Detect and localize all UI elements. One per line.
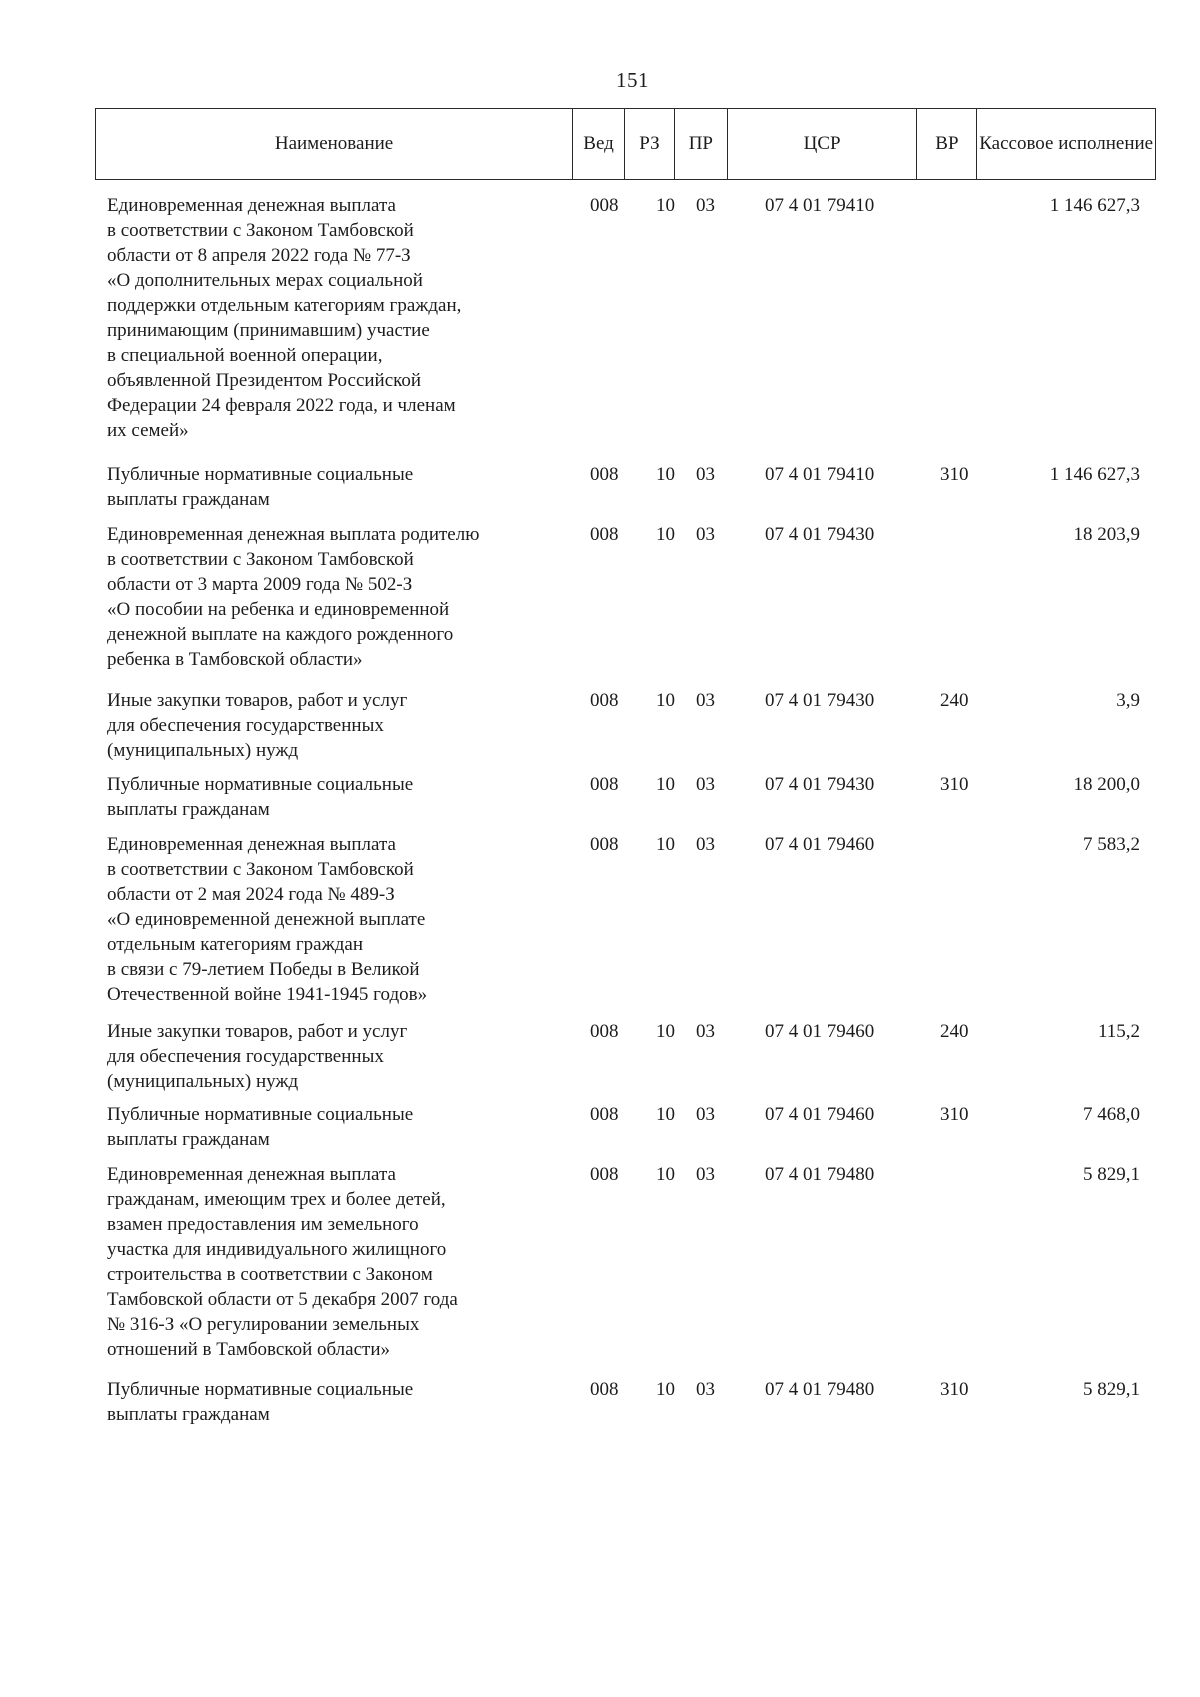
row-ved: 008 <box>590 1164 619 1185</box>
row-vr: 310 <box>940 1379 969 1400</box>
row-csr: 07 4 01 79460 <box>765 1021 875 1042</box>
row-sum: 1 146 627,3 <box>1049 464 1140 485</box>
row-csr: 07 4 01 79480 <box>765 1164 875 1185</box>
row-csr: 07 4 01 79460 <box>765 834 875 855</box>
row-csr: 07 4 01 79430 <box>765 774 875 795</box>
row-rz: 10 <box>656 1104 675 1125</box>
row-vr: 240 <box>940 690 969 711</box>
row-rz: 10 <box>656 524 675 545</box>
row-ved: 008 <box>590 1021 619 1042</box>
row-pr: 03 <box>696 834 715 855</box>
row-pr: 03 <box>696 1104 715 1125</box>
header-name: Наименование <box>96 109 573 179</box>
row-name: Единовременная денежная выплата в соответствии с Законом Тамбовской области от 2 мая 2024 года № 489-З «О единовременной денежной выплате отдельным категориям граждан в связи с 79-летием Победы в Великой Отечественной войне 1941-1945 годов» <box>107 834 428 1005</box>
row-ved: 008 <box>590 774 619 795</box>
row-csr: 07 4 01 79410 <box>765 195 875 216</box>
page-number: 151 <box>616 68 649 92</box>
row-csr: 07 4 01 79430 <box>765 690 875 711</box>
row-pr: 03 <box>696 195 715 216</box>
header-pr: ПР <box>675 109 728 179</box>
row-sum: 115,2 <box>1097 1021 1140 1042</box>
table-header <box>95 108 1156 180</box>
row-ved: 008 <box>590 690 619 711</box>
row-ved: 008 <box>590 524 619 545</box>
row-sum: 1 146 627,3 <box>1049 195 1140 216</box>
row-name: Публичные нормативные социальные выплаты гражданам <box>107 464 414 510</box>
row-pr: 03 <box>696 774 715 795</box>
header-ved: Вед <box>573 109 625 179</box>
row-vr: 310 <box>940 464 969 485</box>
row-rz: 10 <box>656 464 675 485</box>
row-sum: 7 468,0 <box>1083 1104 1140 1125</box>
row-rz: 10 <box>656 1021 675 1042</box>
row-name: Публичные нормативные социальные выплаты гражданам <box>107 1104 414 1150</box>
row-rz: 10 <box>656 690 675 711</box>
row-name: Иные закупки товаров, работ и услуг для обеспечения государственных (муниципальных) нужд <box>107 1021 408 1092</box>
row-pr: 03 <box>696 464 715 485</box>
header-kassovoe-ispolnenie: Кассовое исполнение <box>979 133 1154 155</box>
row-rz: 10 <box>656 1164 675 1185</box>
row-sum: 7 583,2 <box>1083 834 1140 855</box>
row-pr: 03 <box>696 1021 715 1042</box>
row-ved: 008 <box>590 195 619 216</box>
row-pr: 03 <box>696 524 715 545</box>
row-name: Иные закупки товаров, работ и услуг для обеспечения государственных (муниципальных) нужд <box>107 690 408 761</box>
header-rz: РЗ <box>625 109 675 179</box>
row-ved: 008 <box>590 1104 619 1125</box>
row-name: Публичные нормативные социальные выплаты гражданам <box>107 1379 414 1425</box>
row-csr: 07 4 01 79430 <box>765 524 875 545</box>
row-name: Единовременная денежная выплата в соответствии с Законом Тамбовской области от 8 апреля 2022 года № 77-З «О дополнительных мерах социальной поддержки отдельным категориям граждан, принимающим (принимавшим) участие в специальной военной операции, объявленной Президентом Российской Федерации 24 февраля 2022 года, и членам их семей» <box>107 195 462 441</box>
header-vr: ВР <box>917 109 977 179</box>
row-rz: 10 <box>656 834 675 855</box>
header-csr: ЦСР <box>728 109 918 179</box>
row-rz: 10 <box>656 774 675 795</box>
row-csr: 07 4 01 79480 <box>765 1379 875 1400</box>
row-pr: 03 <box>696 690 715 711</box>
row-rz: 10 <box>656 195 675 216</box>
row-pr: 03 <box>696 1379 715 1400</box>
row-sum: 3,9 <box>1116 690 1140 711</box>
row-csr: 07 4 01 79460 <box>765 1104 875 1125</box>
row-ved: 008 <box>590 464 619 485</box>
row-csr: 07 4 01 79410 <box>765 464 875 485</box>
row-vr: 310 <box>940 774 969 795</box>
row-sum: 18 200,0 <box>1073 774 1140 795</box>
row-sum: 18 203,9 <box>1073 524 1140 545</box>
row-vr: 310 <box>940 1104 969 1125</box>
row-pr: 03 <box>696 1164 715 1185</box>
row-ved: 008 <box>590 1379 619 1400</box>
row-name: Единовременная денежная выплата родителю в соответствии с Законом Тамбовской области от 3 марта 2009 года № 502-З «О пособии на ребенка и единовременной денежной выплате на каждого рожденного ребенка в Тамбовской области» <box>107 524 480 670</box>
row-rz: 10 <box>656 1379 675 1400</box>
row-ved: 008 <box>590 834 619 855</box>
row-name: Единовременная денежная выплата гражданам, имеющим трех и более детей, взамен предоставления им земельного участка для индивидуального жилищного строительства в соответствии с Законом Тамбовской области от 5 декабря 2007 года № 316-З «О регулировании земельных отношений в Тамбовской области» <box>107 1164 458 1360</box>
row-name: Публичные нормативные социальные выплаты гражданам <box>107 774 414 820</box>
row-sum: 5 829,1 <box>1083 1164 1140 1185</box>
row-vr: 240 <box>940 1021 969 1042</box>
row-sum: 5 829,1 <box>1083 1379 1140 1400</box>
